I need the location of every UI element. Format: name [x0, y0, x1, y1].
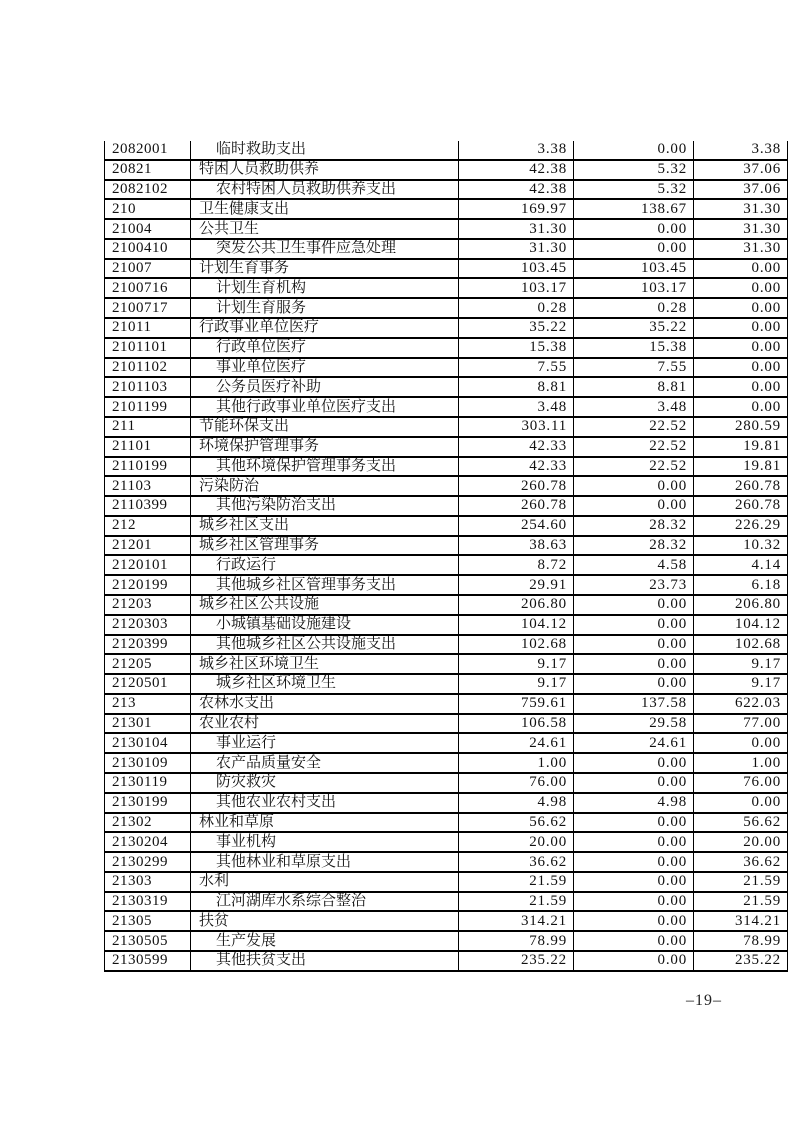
amount-column-1-cell: 314.21 — [459, 912, 574, 930]
budget-item-name-cell: 特困人员救助供养 — [191, 161, 459, 179]
table-row — [105, 339, 787, 359]
budget-code-cell: 2101103 — [105, 378, 191, 396]
table-row — [105, 596, 787, 616]
amount-column-3-cell: 9.17 — [751, 655, 781, 672]
amount-column-2-cell: 0.00 — [574, 616, 694, 634]
amount-column-1-cell: 4.98 — [459, 794, 574, 812]
amount-column-2-cell: 103.45 — [574, 260, 694, 278]
budget-item-name-cell: 计划生育事务 — [191, 260, 459, 278]
amount-column-1-cell: 206.80 — [459, 596, 574, 614]
amount-column-2-cell: 138.67 — [574, 200, 694, 218]
amount-column-1-cell: 3.48 — [459, 398, 574, 416]
amount-column-3-cell: 36.62 — [743, 853, 781, 870]
amount-column-2-cell: 4.58 — [574, 556, 694, 574]
amount-column-1-cell: 42.33 — [459, 438, 574, 456]
amount-column-1-cell: 31.30 — [459, 240, 574, 258]
table-row — [105, 240, 787, 260]
budget-item-name-cell: 突发公共卫生事件应急处理 — [191, 240, 459, 258]
table-row — [105, 537, 787, 557]
table-row — [105, 398, 787, 418]
budget-code-cell: 2110199 — [105, 458, 191, 476]
budget-code-cell: 2082001 — [105, 141, 191, 159]
budget-code-cell: 2100717 — [105, 299, 191, 317]
budget-code-cell: 21305 — [105, 912, 191, 930]
table-row — [105, 695, 787, 715]
amount-column-3-cell: 235.22 — [734, 952, 781, 969]
amount-column-3-cell: 77.00 — [743, 715, 781, 732]
budget-code-cell: 20821 — [105, 161, 191, 179]
budget-code-cell: 2120399 — [105, 636, 191, 654]
budget-item-name-cell: 其他污染防治支出 — [191, 497, 459, 515]
amount-column-1-cell: 56.62 — [459, 814, 574, 832]
amount-column-3-cell: 21.59 — [743, 893, 781, 910]
amount-column-1-cell: 78.99 — [459, 932, 574, 950]
budget-code-cell: 2101102 — [105, 359, 191, 377]
amount-column-2-cell: 35.22 — [574, 319, 694, 337]
amount-column-1-cell: 42.38 — [459, 161, 574, 179]
amount-column-1-cell: 303.11 — [459, 418, 574, 436]
amount-column-3-cell: 0.00 — [751, 319, 781, 336]
amount-column-1-cell: 21.59 — [459, 873, 574, 891]
budget-item-name-cell: 其他林业和草原支出 — [191, 853, 459, 871]
amount-column-2-cell: 28.32 — [574, 537, 694, 555]
amount-column-1-cell: 38.63 — [459, 537, 574, 555]
amount-column-1-cell: 106.58 — [459, 715, 574, 733]
amount-column-1-cell: 260.78 — [459, 477, 574, 495]
amount-column-3-cell: 0.00 — [751, 398, 781, 415]
amount-column-2-cell: 8.81 — [574, 378, 694, 396]
budget-code-cell: 21302 — [105, 814, 191, 832]
amount-column-2-cell: 0.00 — [574, 873, 694, 891]
budget-code-cell: 21103 — [105, 477, 191, 495]
amount-column-3-cell: 31.30 — [743, 240, 781, 257]
amount-column-3-cell: 104.12 — [734, 616, 781, 633]
budget-code-cell: 21201 — [105, 537, 191, 555]
budget-item-name-cell: 城乡社区管理事务 — [191, 537, 459, 555]
amount-column-3-cell: 19.81 — [743, 457, 781, 474]
budget-code-cell: 2130199 — [105, 794, 191, 812]
table-row — [105, 636, 787, 656]
table-row — [105, 675, 787, 695]
budget-item-name-cell: 其他城乡社区管理事务支出 — [191, 576, 459, 594]
amount-column-1-cell: 102.68 — [459, 636, 574, 654]
amount-column-2-cell: 15.38 — [574, 339, 694, 357]
table-row — [105, 279, 787, 299]
budget-item-name-cell: 其他农业农村支出 — [191, 794, 459, 812]
amount-column-2-cell: 22.52 — [574, 438, 694, 456]
amount-column-3-cell: 260.78 — [734, 477, 781, 494]
amount-column-1-cell: 8.72 — [459, 556, 574, 574]
budget-item-name-cell: 计划生育机构 — [191, 279, 459, 297]
amount-column-3-cell: 280.59 — [734, 418, 781, 435]
amount-column-3-cell: 622.03 — [734, 695, 781, 712]
amount-column-1-cell: 24.61 — [459, 734, 574, 752]
amount-column-1-cell: 76.00 — [459, 774, 574, 792]
budget-code-cell: 2130119 — [105, 774, 191, 792]
budget-code-cell: 2130109 — [105, 754, 191, 772]
amount-column-3-cell: 37.06 — [743, 180, 781, 197]
amount-column-2-cell: 5.32 — [574, 181, 694, 199]
amount-column-3-cell: 0.00 — [751, 734, 781, 751]
table-row — [105, 141, 787, 161]
budget-code-cell: 211 — [105, 418, 191, 436]
budget-item-name-cell: 行政运行 — [191, 556, 459, 574]
budget-code-cell: 21303 — [105, 873, 191, 891]
budget-code-cell: 2082102 — [105, 181, 191, 199]
amount-column-1-cell: 0.28 — [459, 299, 574, 317]
budget-item-name-cell: 扶贫 — [191, 912, 459, 930]
table-row — [105, 458, 787, 478]
budget-item-name-cell: 公共卫生 — [191, 220, 459, 238]
amount-column-2-cell: 0.00 — [574, 814, 694, 832]
amount-column-2-cell: 5.32 — [574, 161, 694, 179]
budget-code-cell: 2101199 — [105, 398, 191, 416]
table-row — [105, 912, 787, 932]
budget-code-cell: 2130319 — [105, 893, 191, 911]
amount-column-2-cell: 0.00 — [574, 240, 694, 258]
budget-item-name-cell: 其他环境保护管理事务支出 — [191, 458, 459, 476]
amount-column-2-cell: 7.55 — [574, 359, 694, 377]
amount-column-2-cell: 0.00 — [574, 932, 694, 950]
amount-column-3-cell: 78.99 — [743, 932, 781, 949]
amount-column-1-cell: 20.00 — [459, 833, 574, 851]
amount-column-1-cell: 42.38 — [459, 181, 574, 199]
table-row — [105, 853, 787, 873]
amount-column-1-cell: 36.62 — [459, 853, 574, 871]
budget-item-name-cell: 其他行政事业单位医疗支出 — [191, 398, 459, 416]
budget-item-name-cell: 行政事业单位医疗 — [191, 319, 459, 337]
amount-column-2-cell: 0.28 — [574, 299, 694, 317]
budget-item-name-cell: 农林水支出 — [191, 695, 459, 713]
table-row — [105, 517, 787, 537]
budget-item-name-cell: 其他扶贫支出 — [191, 952, 459, 970]
budget-code-cell: 2130299 — [105, 853, 191, 871]
amount-column-1-cell: 29.91 — [459, 576, 574, 594]
amount-column-3-cell: 0.00 — [751, 358, 781, 375]
amount-column-3-cell: 76.00 — [743, 774, 781, 791]
budget-code-cell: 21205 — [105, 655, 191, 673]
amount-column-2-cell: 4.98 — [574, 794, 694, 812]
amount-column-2-cell: 0.00 — [574, 675, 694, 693]
amount-column-1-cell: 21.59 — [459, 893, 574, 911]
amount-column-2-cell: 28.32 — [574, 517, 694, 535]
page-number: –19– — [686, 992, 722, 1009]
amount-column-2-cell: 0.00 — [574, 220, 694, 238]
amount-column-3-cell: 21.59 — [743, 873, 781, 890]
table-row — [105, 734, 787, 754]
budget-code-cell: 2120303 — [105, 616, 191, 634]
amount-column-1-cell: 8.81 — [459, 378, 574, 396]
amount-column-3-cell: 4.14 — [751, 556, 781, 573]
budget-item-name-cell: 节能环保支出 — [191, 418, 459, 436]
budget-item-name-cell: 事业单位医疗 — [191, 359, 459, 377]
table-row — [105, 359, 787, 379]
budget-item-name-cell: 城乡社区支出 — [191, 517, 459, 535]
table-row — [105, 754, 787, 774]
amount-column-1-cell: 35.22 — [459, 319, 574, 337]
table-row — [105, 477, 787, 497]
budget-item-name-cell: 环境保护管理事务 — [191, 438, 459, 456]
budget-item-name-cell: 公务员医疗补助 — [191, 378, 459, 396]
amount-column-2-cell: 137.58 — [574, 695, 694, 713]
budget-item-name-cell: 城乡社区环境卫生 — [191, 675, 459, 693]
amount-column-1-cell: 7.55 — [459, 359, 574, 377]
amount-column-3-cell: 37.06 — [743, 161, 781, 178]
amount-column-3-cell: 6.18 — [751, 576, 781, 593]
amount-column-2-cell: 0.00 — [574, 141, 694, 159]
budget-code-cell: 2130204 — [105, 833, 191, 851]
budget-item-name-cell: 城乡社区环境卫生 — [191, 655, 459, 673]
budget-code-cell: 21007 — [105, 260, 191, 278]
table-row — [105, 556, 787, 576]
table-row — [105, 299, 787, 319]
amount-column-1-cell: 235.22 — [459, 952, 574, 970]
budget-item-name-cell: 防灾救灾 — [191, 774, 459, 792]
budget-table — [104, 141, 788, 972]
budget-code-cell: 2120501 — [105, 675, 191, 693]
amount-column-3-cell: 0.00 — [751, 794, 781, 811]
budget-code-cell: 21203 — [105, 596, 191, 614]
budget-code-cell: 2100716 — [105, 279, 191, 297]
budget-code-cell: 213 — [105, 695, 191, 713]
amount-column-2-cell: 22.52 — [574, 418, 694, 436]
amount-column-2-cell: 0.00 — [574, 655, 694, 673]
table-row — [105, 418, 787, 438]
amount-column-3-cell: 0.00 — [751, 339, 781, 356]
amount-column-1-cell: 254.60 — [459, 517, 574, 535]
budget-item-name-cell: 水利 — [191, 873, 459, 891]
budget-item-name-cell: 其他城乡社区公共设施支出 — [191, 636, 459, 654]
table-row — [105, 497, 787, 517]
budget-code-cell: 2130104 — [105, 734, 191, 752]
budget-item-name-cell: 林业和草原 — [191, 814, 459, 832]
budget-item-name-cell: 事业机构 — [191, 833, 459, 851]
table-row — [105, 932, 787, 952]
amount-column-3-cell: 226.29 — [734, 517, 781, 534]
amount-column-1-cell: 103.17 — [459, 279, 574, 297]
amount-column-3-cell: 1.00 — [751, 754, 781, 771]
amount-column-3-cell: 19.81 — [743, 438, 781, 455]
table-row — [105, 161, 787, 181]
budget-item-name-cell: 生产发展 — [191, 932, 459, 950]
amount-column-3-cell: 260.78 — [734, 497, 781, 514]
budget-item-name-cell: 污染防治 — [191, 477, 459, 495]
amount-column-2-cell: 23.73 — [574, 576, 694, 594]
amount-column-2-cell: 0.00 — [574, 893, 694, 911]
table-row — [105, 833, 787, 853]
budget-code-cell: 212 — [105, 517, 191, 535]
amount-column-3-cell: 102.68 — [734, 635, 781, 652]
amount-column-3-cell: 0.00 — [751, 260, 781, 277]
table-row — [105, 893, 787, 913]
budget-code-cell: 21011 — [105, 319, 191, 337]
amount-column-2-cell: 22.52 — [574, 458, 694, 476]
budget-item-name-cell: 江河湖库水系综合整治 — [191, 893, 459, 911]
table-row — [105, 576, 787, 596]
amount-column-1-cell: 15.38 — [459, 339, 574, 357]
amount-column-2-cell: 0.00 — [574, 774, 694, 792]
table-row — [105, 655, 787, 675]
amount-column-1-cell: 42.33 — [459, 458, 574, 476]
budget-code-cell: 2120101 — [105, 556, 191, 574]
budget-code-cell: 21101 — [105, 438, 191, 456]
amount-column-1-cell: 3.38 — [459, 141, 574, 159]
amount-column-3-cell: 31.30 — [743, 200, 781, 217]
amount-column-1-cell: 103.45 — [459, 260, 574, 278]
budget-item-name-cell: 事业运行 — [191, 734, 459, 752]
table-row — [105, 814, 787, 834]
budget-item-name-cell: 城乡社区公共设施 — [191, 596, 459, 614]
amount-column-1-cell: 759.61 — [459, 695, 574, 713]
budget-item-name-cell: 农产品质量安全 — [191, 754, 459, 772]
budget-item-name-cell: 农村特困人员救助供养支出 — [191, 181, 459, 199]
amount-column-2-cell: 0.00 — [574, 754, 694, 772]
table-row — [105, 220, 787, 240]
budget-code-cell: 21004 — [105, 220, 191, 238]
budget-code-cell: 2110399 — [105, 497, 191, 515]
amount-column-2-cell: 0.00 — [574, 636, 694, 654]
amount-column-3-cell: 0.00 — [751, 299, 781, 316]
table-row — [105, 200, 787, 220]
amount-column-2-cell: 0.00 — [574, 477, 694, 495]
table-row — [105, 438, 787, 458]
amount-column-3-cell: 56.62 — [743, 813, 781, 830]
amount-column-2-cell: 3.48 — [574, 398, 694, 416]
budget-item-name-cell: 小城镇基础设施建设 — [191, 616, 459, 634]
amount-column-2-cell: 0.00 — [574, 596, 694, 614]
amount-column-2-cell: 103.17 — [574, 279, 694, 297]
budget-code-cell: 21301 — [105, 715, 191, 733]
amount-column-3-cell: 206.80 — [734, 596, 781, 613]
amount-column-3-cell: 3.38 — [751, 141, 781, 158]
table-row — [105, 952, 787, 972]
budget-code-cell: 2120199 — [105, 576, 191, 594]
amount-column-2-cell: 0.00 — [574, 853, 694, 871]
table-row — [105, 774, 787, 794]
amount-column-3-cell: 0.00 — [751, 378, 781, 395]
amount-column-2-cell: 0.00 — [574, 497, 694, 515]
amount-column-3-cell: 9.17 — [751, 675, 781, 692]
amount-column-1-cell: 260.78 — [459, 497, 574, 515]
table-row — [105, 715, 787, 735]
amount-column-2-cell: 29.58 — [574, 715, 694, 733]
budget-item-name-cell: 行政单位医疗 — [191, 339, 459, 357]
budget-item-name-cell: 临时救助支出 — [191, 141, 459, 159]
budget-code-cell: 2130505 — [105, 932, 191, 950]
amount-column-2-cell: 0.00 — [574, 833, 694, 851]
budget-code-cell: 2130599 — [105, 952, 191, 970]
table-row — [105, 616, 787, 636]
table-row — [105, 260, 787, 280]
budget-item-name-cell: 农业农村 — [191, 715, 459, 733]
amount-column-2-cell: 0.00 — [574, 912, 694, 930]
amount-column-3-cell: 31.30 — [743, 220, 781, 237]
table-row — [105, 873, 787, 893]
table-row — [105, 794, 787, 814]
budget-code-cell: 2101101 — [105, 339, 191, 357]
amount-column-3-cell: 20.00 — [743, 833, 781, 850]
amount-column-1-cell: 9.17 — [459, 675, 574, 693]
table-row — [105, 319, 787, 339]
amount-column-3-cell: 10.32 — [743, 537, 781, 554]
amount-column-3-cell: 314.21 — [734, 912, 781, 929]
amount-column-1-cell: 31.30 — [459, 220, 574, 238]
amount-column-1-cell: 1.00 — [459, 754, 574, 772]
budget-item-name-cell: 卫生健康支出 — [191, 200, 459, 218]
table-row — [105, 181, 787, 201]
amount-column-1-cell: 104.12 — [459, 616, 574, 634]
table-row — [105, 378, 787, 398]
amount-column-1-cell: 9.17 — [459, 655, 574, 673]
budget-code-cell: 210 — [105, 200, 191, 218]
amount-column-1-cell: 169.97 — [459, 200, 574, 218]
amount-column-2-cell: 0.00 — [574, 952, 694, 970]
amount-column-2-cell: 24.61 — [574, 734, 694, 752]
budget-code-cell: 2100410 — [105, 240, 191, 258]
budget-item-name-cell: 计划生育服务 — [191, 299, 459, 317]
amount-column-3-cell: 0.00 — [751, 279, 781, 296]
